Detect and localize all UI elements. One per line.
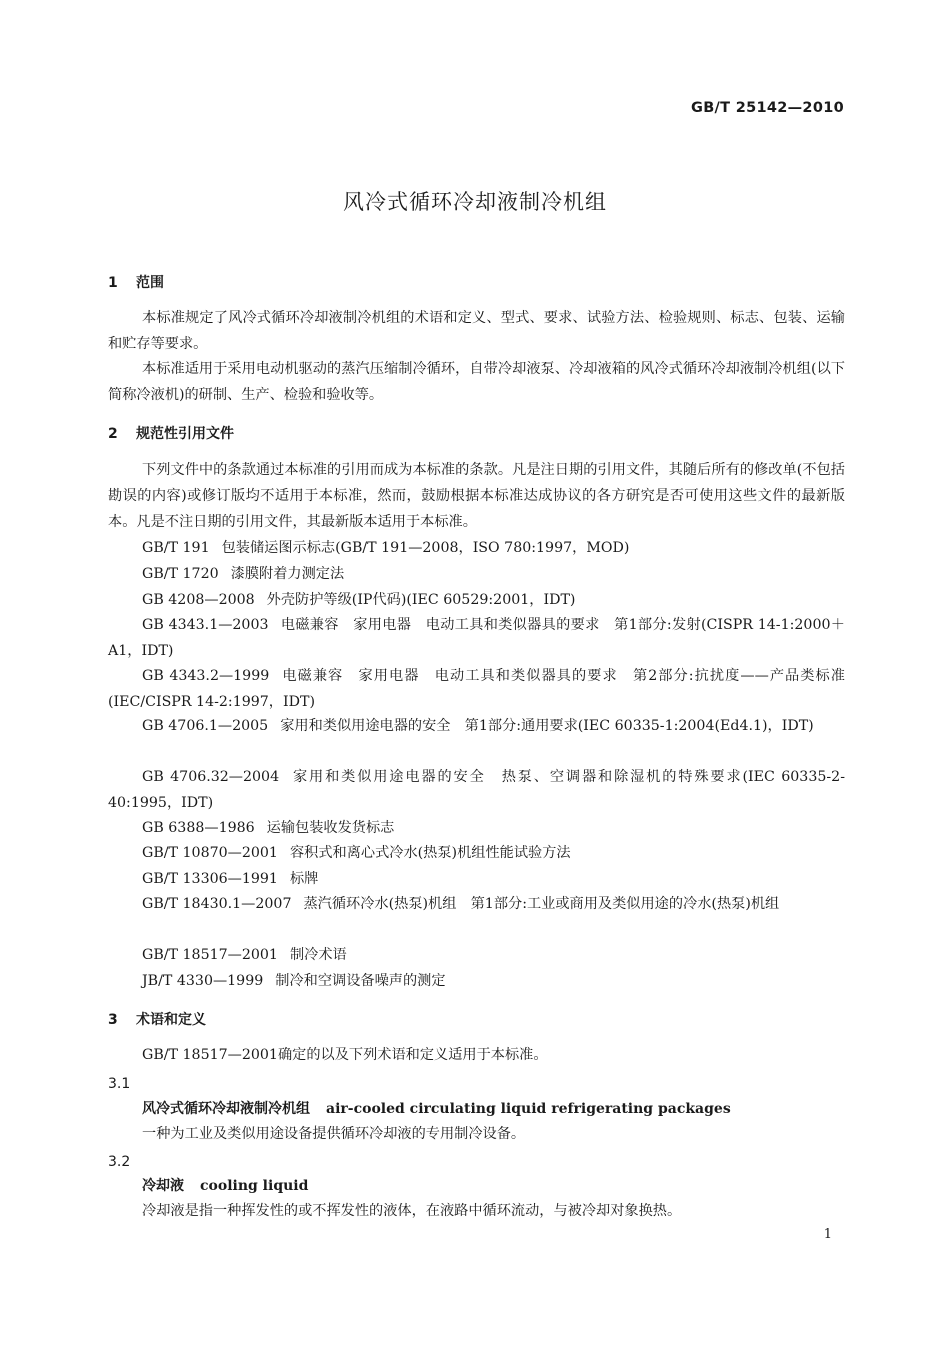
normative-reference — [108, 535, 845, 561]
section-3-heading — [108, 1007, 845, 1033]
clause-number: 3.1 — [108, 1076, 131, 1092]
normative-reference — [108, 663, 845, 715]
reference-title: 漆膜附着力测定法 — [230, 566, 345, 582]
normative-reference — [108, 713, 845, 739]
term-chinese: 风冷式循环冷却液制冷机组 — [142, 1101, 310, 1117]
reference-title: 家用和类似用途电器的安全 热泵、空调器和除湿机的特殊要求(IEC 60335-2-40:1995，IDT) — [108, 769, 845, 811]
section-1-paragraph-1: 本标准规定了风冷式循环冷却液制冷机组的术语和定义、型式、要求、试验方法、检验规则、标志、包装、运输和贮存等要求。 — [108, 310, 845, 352]
normative-reference — [108, 866, 845, 892]
page-number: 1 — [823, 1227, 832, 1242]
section-1-paragraph-2: 本标准适用于采用电动机驱动的蒸汽压缩制冷循环，自带冷却液泵、冷却液箱的风冷式循环冷却液制冷机组(以下简称冷液机)的研制、生产、检验和验收等。 — [108, 361, 845, 403]
reference-code: GB 4706.32—2004 — [142, 769, 280, 785]
reference-title: 电磁兼容 家用电器 电动工具和类似器具的要求 第2部分:抗扰度——产品类标准(IEC/CISPR 14-2:1997，IDT) — [108, 668, 845, 710]
section-2-heading — [108, 421, 845, 447]
reference-title: 外壳防护等级(IP代码)(IEC 60529:2001，IDT) — [266, 592, 576, 608]
reference-code: GB/T 18430.1—2007 — [142, 896, 292, 912]
reference-code: GB 4706.1—2005 — [142, 718, 269, 734]
reference-title: 制冷术语 — [289, 947, 347, 963]
reference-code: GB/T 1720 — [142, 566, 219, 582]
reference-title: 家用和类似用途电器的安全 第1部分:通用要求(IEC 60335-1:2004(Ed4.1)，IDT) — [280, 718, 814, 734]
reference-code: GB 4343.2—1999 — [142, 668, 270, 684]
clause-number: 3.2 — [108, 1154, 131, 1170]
reference-code: GB 6388—1986 — [142, 820, 255, 836]
normative-reference — [108, 942, 845, 968]
reference-title: 制冷和空调设备噪声的测定 — [275, 973, 446, 989]
section-2-paragraph-1: 下列文件中的条款通过本标准的引用而成为本标准的条款。凡是注日期的引用文件，其随后所有的修改单(不包括勘误的内容)或修订版均不适用于本标准，然而，鼓励根据本标准达成协议的各方研究是否可使用这些文件的最新版本。凡是不注日期的引用文件，其最新版本适用于本标准。 — [108, 462, 845, 530]
reference-title: 标牌 — [289, 871, 319, 887]
section-title: 范围 — [136, 275, 164, 291]
term-english: cooling liquid — [200, 1178, 309, 1194]
reference-title: 包装储运图示标志(GB/T 191—2008，ISO 780:1997，MOD) — [221, 540, 630, 556]
normative-reference — [108, 764, 845, 816]
section-number: 3 — [108, 1012, 118, 1028]
section-title: 术语和定义 — [136, 1012, 206, 1028]
standard-code: GB/T 25142—2010 — [691, 100, 844, 116]
reference-code: GB/T 13306—1991 — [142, 871, 278, 887]
reference-code: GB/T 10870—2001 — [142, 845, 278, 861]
reference-title: 蒸汽循环冷水(热泵)机组 第1部分:工业或商用及类似用途的冷水(热泵)机组 — [303, 896, 780, 912]
term-definition: 冷却液是指一种挥发性的或不挥发性的液体，在液路中循环流动，与被冷却对象换热。 — [142, 1203, 682, 1219]
section-1-heading — [108, 270, 845, 296]
section-number: 1 — [108, 275, 118, 291]
term-entry — [108, 1096, 879, 1122]
reference-code: GB 4208—2008 — [142, 592, 255, 608]
normative-reference — [108, 561, 845, 587]
reference-title: 容积式和离心式冷水(热泵)机组性能试验方法 — [289, 845, 571, 861]
reference-code: GB/T 191 — [142, 540, 210, 556]
term-chinese: 冷却液 — [142, 1178, 184, 1194]
normative-reference — [108, 891, 845, 917]
section-3-paragraph-1: GB/T 18517—2001确定的以及下列术语和定义适用于本标准。 — [142, 1047, 548, 1063]
normative-reference — [108, 815, 845, 841]
normative-reference — [108, 587, 845, 613]
reference-title: 电磁兼容 家用电器 电动工具和类似器具的要求 第1部分:发射(CISPR 14-1:2000＋A1，IDT) — [108, 617, 845, 659]
reference-code: GB 4343.1—2003 — [142, 617, 269, 633]
document-title: 风冷式循环冷却液制冷机组 — [343, 190, 607, 214]
term-english: air-cooled circulating liquid refrigerating packages — [326, 1101, 731, 1117]
reference-code: GB/T 18517—2001 — [142, 947, 278, 963]
reference-code: JB/T 4330—1999 — [142, 973, 264, 989]
term-entry — [108, 1173, 879, 1199]
section-title: 规范性引用文件 — [136, 426, 234, 442]
section-number: 2 — [108, 426, 118, 442]
reference-title: 运输包装收发货标志 — [266, 820, 395, 836]
normative-reference — [108, 840, 845, 866]
normative-reference — [108, 968, 845, 994]
normative-reference — [108, 612, 845, 664]
term-definition: 一种为工业及类似用途设备提供循环冷却液的专用制冷设备。 — [142, 1126, 526, 1142]
